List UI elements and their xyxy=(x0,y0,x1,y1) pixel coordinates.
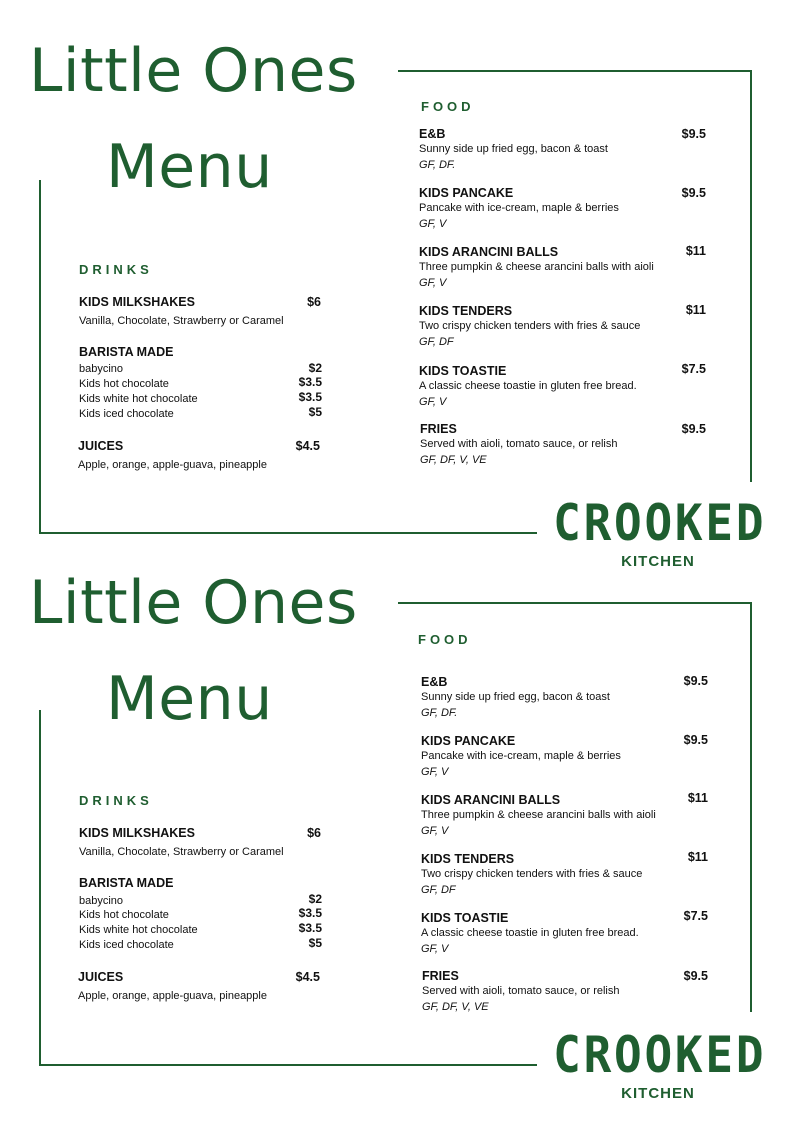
barista-item-price: $2 xyxy=(308,892,322,906)
item-price: $11 xyxy=(687,850,708,864)
item-desc: Apple, orange, apple-guava, pineapple xyxy=(78,459,267,471)
item-tags: GF, V xyxy=(421,766,449,778)
item-price: $9.5 xyxy=(683,674,708,688)
logo-wordmark: CROOKED xyxy=(553,494,767,552)
item-price: $9.5 xyxy=(681,186,706,200)
item-price: $7.5 xyxy=(681,362,706,376)
drink-item-juices xyxy=(78,970,321,1003)
barista-item-name: babycino xyxy=(79,895,124,907)
item-name: E&B xyxy=(419,127,446,141)
barista-item-name: Kids white hot chocolate xyxy=(79,924,198,936)
barista-item-price: $3.5 xyxy=(298,390,322,404)
item-name: KIDS PANCAKE xyxy=(421,734,516,748)
frame-line-left xyxy=(39,710,41,1066)
logo-subtitle: KITCHEN xyxy=(621,1085,695,1102)
item-name: JUICES xyxy=(78,970,124,984)
item-price: $9.5 xyxy=(683,733,708,747)
item-price: $9.5 xyxy=(681,127,706,141)
crooked-kitchen-logo xyxy=(544,1026,772,1102)
barista-item-price: $5 xyxy=(308,405,322,419)
barista-item-name: babycino xyxy=(79,363,124,375)
item-name: KIDS TENDERS xyxy=(421,852,515,866)
barista-item-price: $2 xyxy=(308,361,322,375)
menu-title-line2: Menu xyxy=(106,664,273,734)
barista-item-price: $5 xyxy=(308,936,322,950)
drink-item-milkshakes xyxy=(79,295,322,328)
item-tags: GF, DF. xyxy=(419,159,456,171)
barista-item-name: Kids iced chocolate xyxy=(79,939,174,951)
item-price: $11 xyxy=(687,791,708,805)
item-desc: A classic cheese toastie in gluten free bread. xyxy=(421,927,639,939)
item-name: E&B xyxy=(421,675,448,689)
logo-wordmark: CROOKED xyxy=(553,1026,767,1084)
barista-item-name: Kids white hot chocolate xyxy=(79,393,198,405)
item-tags: GF, DF, V, VE xyxy=(420,454,487,466)
item-desc: Two crispy chicken tenders with fries & sauce xyxy=(421,868,643,880)
item-name: KIDS PANCAKE xyxy=(419,186,514,200)
barista-item-price: $3.5 xyxy=(298,921,322,935)
item-name: KIDS MILKSHAKES xyxy=(79,826,195,840)
item-desc: Three pumpkin & cheese arancini balls with aioli xyxy=(419,261,654,273)
food-heading: FOOD xyxy=(421,99,475,114)
item-price: $7.5 xyxy=(683,909,708,923)
item-price: $6 xyxy=(307,826,321,840)
item-tags: GF, DF. xyxy=(421,707,458,719)
item-price: $11 xyxy=(685,303,706,317)
frame-line-bottom xyxy=(39,1064,537,1066)
item-desc: Sunny side up fried egg, bacon & toast xyxy=(419,143,608,155)
food-item xyxy=(419,364,706,409)
menu-title-line2: Menu xyxy=(106,132,273,202)
item-tags: GF, V xyxy=(419,277,447,289)
item-price: $6 xyxy=(307,295,321,309)
frame-line-right xyxy=(750,70,752,482)
item-desc: Vanilla, Chocolate, Strawberry or Caramel xyxy=(79,315,284,327)
item-name: JUICES xyxy=(78,439,124,453)
item-price: $9.5 xyxy=(683,969,708,983)
drinks-heading: DRINKS xyxy=(79,262,153,277)
barista-heading: BARISTA MADE xyxy=(79,876,174,890)
item-desc: Served with aioli, tomato sauce, or relish xyxy=(420,438,618,450)
menu-copy-bottom xyxy=(0,532,794,1102)
food-item xyxy=(421,675,708,720)
item-name: FRIES xyxy=(422,969,459,983)
frame-line-right xyxy=(750,602,752,1012)
item-desc: Sunny side up fried egg, bacon & toast xyxy=(421,691,610,703)
food-item xyxy=(419,304,706,349)
item-desc: Vanilla, Chocolate, Strawberry or Caramel xyxy=(79,846,284,858)
drink-item-juices xyxy=(78,439,321,472)
food-item xyxy=(421,911,708,956)
food-item xyxy=(421,793,708,838)
item-name: KIDS TENDERS xyxy=(419,304,513,318)
menu-title-line1: Little Ones xyxy=(29,568,358,638)
frame-line-top xyxy=(398,602,752,604)
drink-item-milkshakes xyxy=(79,826,322,859)
food-item xyxy=(420,422,706,467)
item-tags: GF, V xyxy=(421,825,449,837)
item-desc: Pancake with ice-cream, maple & berries xyxy=(421,750,621,762)
item-tags: GF, V xyxy=(421,943,449,955)
item-tags: GF, DF xyxy=(419,336,454,348)
barista-heading: BARISTA MADE xyxy=(79,345,174,359)
barista-item-name: Kids hot chocolate xyxy=(79,378,169,390)
menu-title-line1: Little Ones xyxy=(29,36,358,106)
barista-item-name: Kids hot chocolate xyxy=(79,909,169,921)
frame-line-top xyxy=(398,70,752,72)
food-heading: FOOD xyxy=(418,632,472,647)
item-desc: Two crispy chicken tenders with fries & sauce xyxy=(419,320,641,332)
item-name: KIDS TOASTIE xyxy=(421,911,509,925)
item-desc: Apple, orange, apple-guava, pineapple xyxy=(78,990,267,1002)
item-tags: GF, V xyxy=(419,218,447,230)
item-price: $4.5 xyxy=(295,970,320,984)
item-name: KIDS TOASTIE xyxy=(419,364,507,378)
food-item xyxy=(422,969,708,1014)
barista-item-price: $3.5 xyxy=(298,375,322,389)
item-name: KIDS ARANCINI BALLS xyxy=(421,793,561,807)
food-item xyxy=(419,245,706,290)
food-item xyxy=(419,186,706,231)
frame-line-left xyxy=(39,180,41,534)
food-item xyxy=(419,127,706,172)
item-name: FRIES xyxy=(420,422,457,436)
item-desc: Three pumpkin & cheese arancini balls with aioli xyxy=(421,809,656,821)
item-name: KIDS ARANCINI BALLS xyxy=(419,245,559,259)
item-tags: GF, V xyxy=(419,396,447,408)
item-desc: Served with aioli, tomato sauce, or relish xyxy=(422,985,620,997)
item-desc: A classic cheese toastie in gluten free bread. xyxy=(419,380,637,392)
item-price: $11 xyxy=(685,244,706,258)
item-tags: GF, DF, V, VE xyxy=(422,1001,489,1013)
barista-item-name: Kids iced chocolate xyxy=(79,408,174,420)
item-desc: Pancake with ice-cream, maple & berries xyxy=(419,202,619,214)
food-item xyxy=(421,852,708,897)
drinks-heading: DRINKS xyxy=(79,793,153,808)
item-tags: GF, DF xyxy=(421,884,456,896)
logo-subtitle: KITCHEN xyxy=(621,553,695,570)
item-price: $9.5 xyxy=(681,422,706,436)
barista-item-price: $3.5 xyxy=(298,906,322,920)
item-name: KIDS MILKSHAKES xyxy=(79,295,195,309)
item-price: $4.5 xyxy=(295,439,320,453)
food-item xyxy=(421,734,708,779)
